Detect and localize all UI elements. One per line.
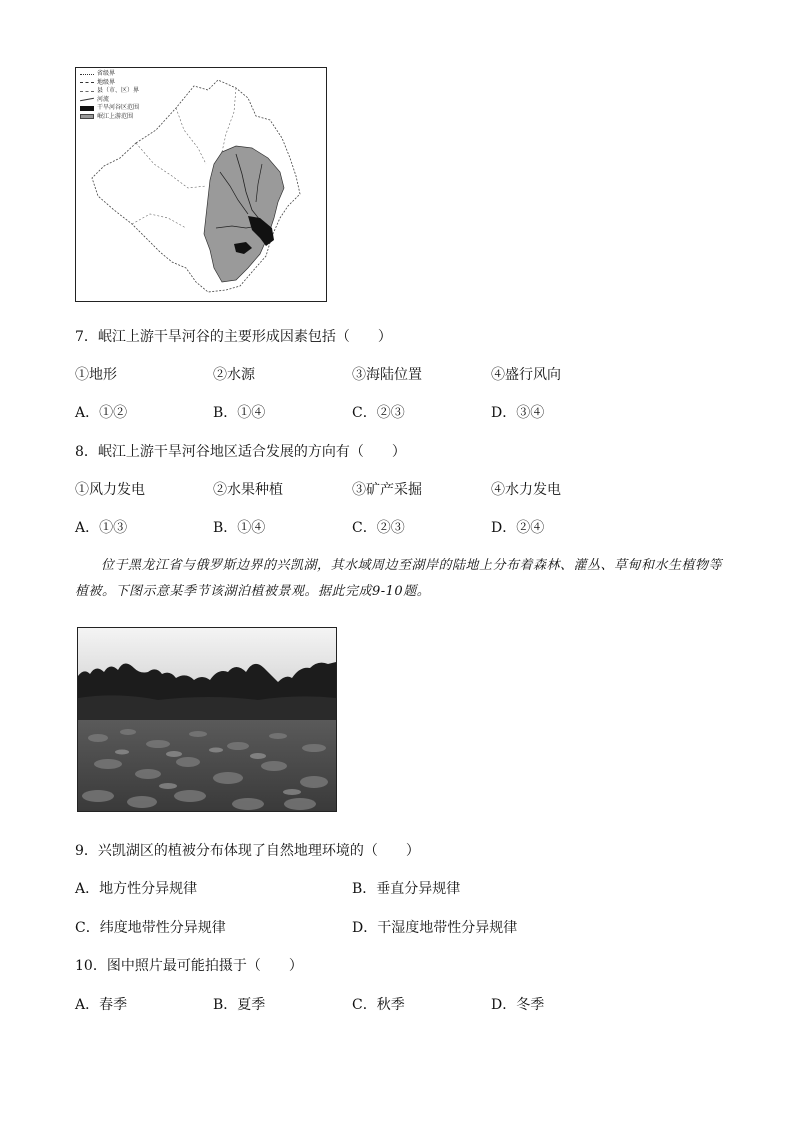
question-10-stem: 10．图中照片最可能拍摄于（ ） <box>75 958 303 974</box>
q8-item-3: ③矿产采掘 <box>352 482 422 498</box>
question-7-stem: 7．岷江上游干旱河谷的主要形成因素包括（ ） <box>75 329 392 345</box>
legend-label: 地级界 <box>97 78 116 86</box>
q10-option-b[interactable]: B．夏季 <box>213 997 266 1013</box>
province-boundary-icon <box>80 74 94 75</box>
q9-option-d[interactable]: D．干湿度地带性分异规律 <box>352 920 518 936</box>
map-legend <box>80 70 139 121</box>
q7-item-1: ①地形 <box>75 367 117 383</box>
dry-valley-area-icon <box>80 106 94 111</box>
q8-option-d[interactable]: D．②④ <box>491 520 545 536</box>
legend-row <box>80 96 139 105</box>
upper-minjiang-area-icon <box>80 114 94 119</box>
q7-option-d[interactable]: D．③④ <box>491 405 545 421</box>
question-9-stem: 9．兴凯湖区的植被分布体现了自然地理环境的（ ） <box>75 843 420 859</box>
legend-row <box>80 113 139 122</box>
legend-label: 县（市、区）界 <box>97 87 140 94</box>
q9-option-c[interactable]: C．纬度地带性分异规律 <box>75 920 226 936</box>
q8-item-1: ①风力发电 <box>75 482 145 498</box>
q9-option-a[interactable]: A．地方性分异规律 <box>75 881 198 897</box>
q7-item-3: ③海陆位置 <box>352 367 422 383</box>
upper-minjiang-region <box>204 146 284 282</box>
county-boundary-icon <box>80 91 94 92</box>
legend-label: 岷江上游范围 <box>97 112 134 120</box>
minjiang-map <box>75 67 327 302</box>
reading-passage: 位于黑龙江省与俄罗斯边界的兴凯湖，其水域周边至湖岸的陆地上分布着森林、灌丛、草甸和水生植物等植被。下图示意某季节该湖泊植被景观。据此完成9-10题。 <box>75 558 723 599</box>
q10-option-c[interactable]: C．秋季 <box>352 997 405 1013</box>
legend-row <box>80 87 139 96</box>
q10-option-a[interactable]: A．春季 <box>75 997 128 1013</box>
q9-option-b[interactable]: B．垂直分异规律 <box>352 881 461 897</box>
q7-option-b[interactable]: B．①④ <box>213 405 266 421</box>
q7-item-4: ④盛行风向 <box>491 367 561 383</box>
legend-label: 省级界 <box>97 70 116 77</box>
legend-label: 干旱河谷区范围 <box>97 104 140 111</box>
q7-option-a[interactable]: A．①② <box>75 405 128 421</box>
river-icon <box>80 98 94 101</box>
photo-drawing <box>78 628 336 811</box>
prefecture-boundary-icon <box>80 82 94 83</box>
q7-option-c[interactable]: C．②③ <box>352 405 405 421</box>
q10-option-d[interactable]: D．冬季 <box>491 997 545 1013</box>
legend-row <box>80 70 139 79</box>
q8-option-b[interactable]: B．①④ <box>213 520 266 536</box>
question-8-stem: 8．岷江上游干旱河谷地区适合发展的方向有（ ） <box>75 444 406 460</box>
q8-option-c[interactable]: C．②③ <box>352 520 405 536</box>
legend-row <box>80 104 139 113</box>
q7-item-2: ②水源 <box>213 367 255 383</box>
q8-item-4: ④水力发电 <box>491 482 561 498</box>
lake-vegetation-photo <box>77 627 337 812</box>
legend-label: 河流 <box>97 95 110 103</box>
legend-row <box>80 79 139 88</box>
q8-option-a[interactable]: A．①③ <box>75 520 128 536</box>
q8-item-2: ②水果种植 <box>213 482 283 498</box>
